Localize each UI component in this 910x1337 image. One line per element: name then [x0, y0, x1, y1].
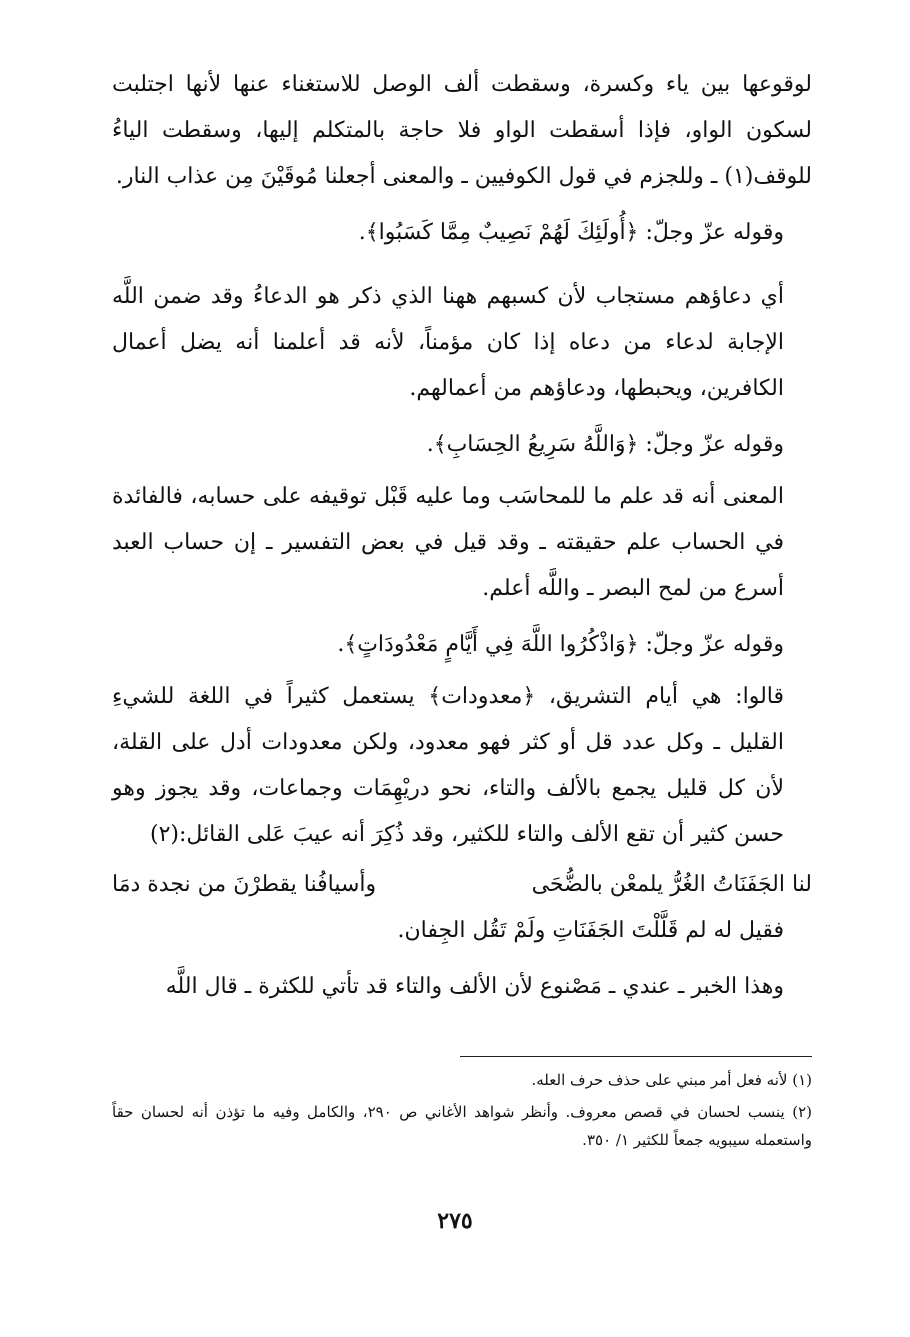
verse-quote-2: وقوله عزّ وجلّ: ﴿وَاللَّهُ سَرِيعُ الحِسَابِ﴾. [426, 432, 784, 457]
footnotes [112, 1066, 812, 1158]
page-number: ٢٧٥ [437, 1208, 473, 1234]
footnote-2: (٢) ينسب لحسان في قصص معروف. وأنظر شواهد الأغاني ص ٢٩٠، والكامل وفيه ما تؤذن أنه لحسان حقاً واستعمله سيبويه جمعاً للكثير ١/ ٣٥٠. [112, 1103, 812, 1149]
poem-line [112, 862, 812, 908]
verse-quote-1: وقوله عزّ وجلّ: ﴿أُولَئِكَ لَهُمْ نَصِيبٌ مِمَّا كَسَبُوا﴾. [358, 220, 784, 245]
paragraph-6: وهذا الخبر ـ عندي ـ مَصْنوع لأن الألف والتاء قد تأتي للكثرة ـ قال اللَّه [165, 974, 784, 999]
page-body [112, 62, 812, 1010]
footnote-divider [460, 1056, 812, 1057]
poem-hemistich-right: لنا الجَفَنَاتُ الغُرُّ يلمعْن بالضُّحَى [531, 872, 812, 897]
paragraph-5: فقيل له لم قَلَّلْتَ الجَفَنَاتِ ولَمْ تَقُل الجِفان. [397, 918, 784, 943]
paragraph-1: لوقوعها بين ياء وكسرة، وسقطت ألف الوصل للاستغناء عنها لأنها اجتلبت لسكون الواو، فإذا أسقطت الواو فلا حاجة بالمتكلم إليها، وسقطت الياءُ للوقف(١) ـ وللجزم في قول الكوفيين ـ والمعنى أجعلنا مُوقَيْنَ مِن عذاب النار. [112, 72, 812, 189]
paragraph-3: المعنى أنه قد علم ما للمحاسَب وما عليه قَبْل توقيفه على حسابه، فالفائدة في الحساب علم حقيقته ـ وقد قيل في بعض التفسير ـ إن حساب العبد أسرع من لمح البصر ـ واللَّه أعلم. [112, 484, 784, 601]
paragraph-4: قالوا: هي أيام التشريق، ﴿معدودات﴾ يستعمل كثيراً في اللغة للشيءِ القليل ـ وكل عدد قل أو كثر فهو معدود، ولكن معدودات أدل على القلة، لأن كل قليل يجمع بالألف والتاء، نحو دريْهِمَات وجماعات، وقد يجوز وهو حسن كثير أن تقع الألف والتاء للكثير، وقد ذُكِرَ أنه عيبَ عَلى القائل:(٢) [112, 684, 784, 847]
verse-quote-3: وقوله عزّ وجلّ: ﴿وَاذْكُرُوا اللَّهَ فِي أَيَّامٍ مَعْدُودَاتٍ﴾. [337, 632, 784, 657]
poem-hemistich-left: وأسيافُنا يقطرْنَ من نجدة دمَا [112, 872, 377, 897]
paragraph-2: أي دعاؤهم مستجاب لأن كسبهم ههنا الذي ذكر هو الدعاءُ وقد ضمن اللَّه الإجابة لدعاء من دعاه إذا كان مؤمناً، لأنه قد أعلمنا أنه يضل أعمال الكافرين، ويحبطها، ودعاؤهم من أعمالهم. [112, 284, 784, 401]
footnote-1: (١) لأنه فعل أمر مبني على حذف حرف العله. [531, 1071, 812, 1089]
